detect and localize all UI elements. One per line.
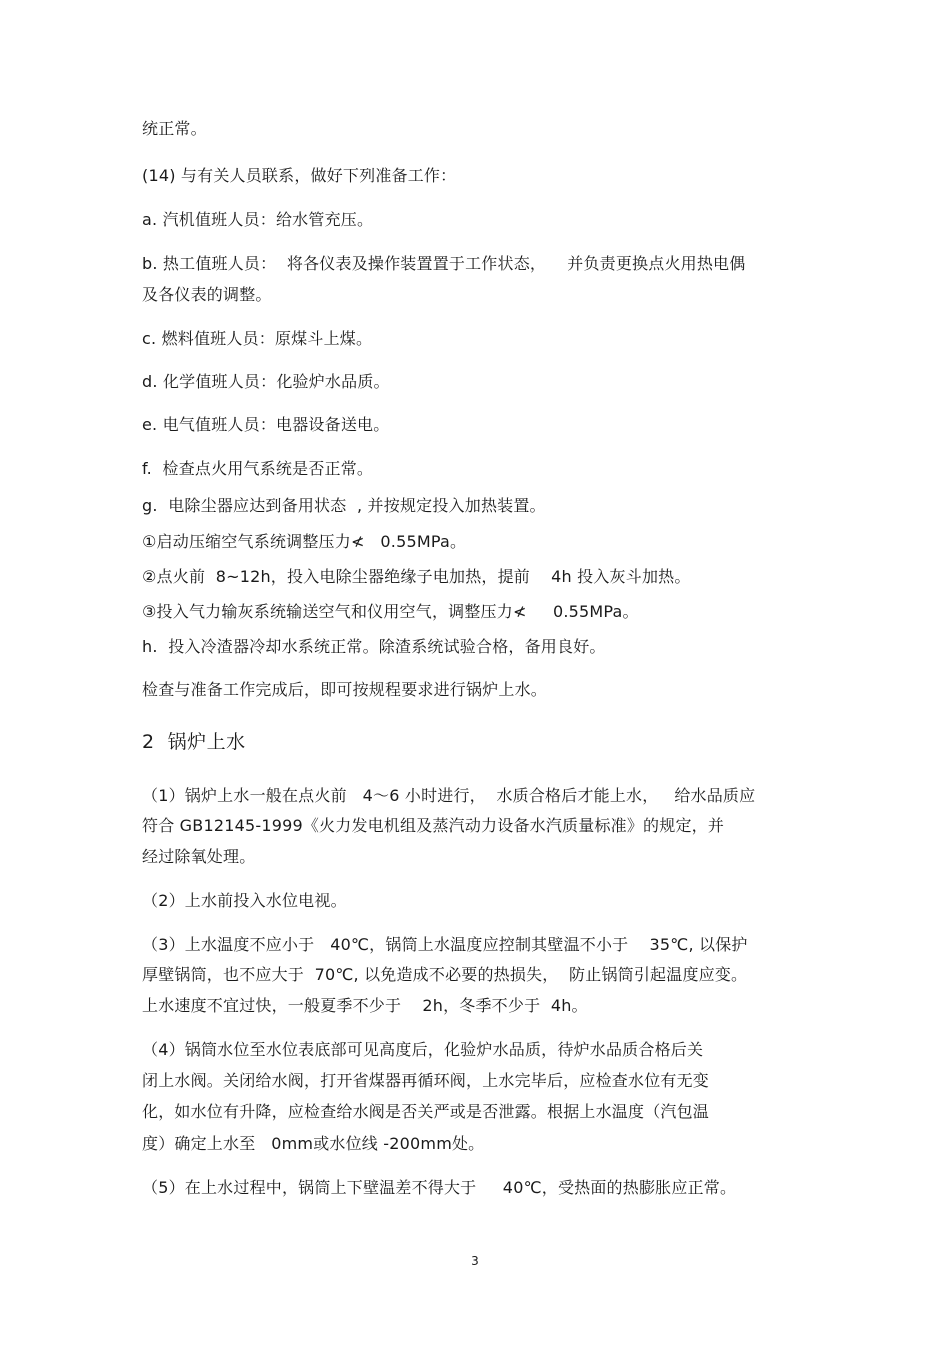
text-line: 及各仪表的调整。 bbox=[142, 285, 272, 304]
text-line: b. 热工值班人员： 将各仪表及操作装置置于工作状态， 并负责更换点火用热电偶 bbox=[142, 254, 746, 273]
text-line: a. 汽机值班人员：给水管充压。 bbox=[142, 210, 374, 229]
text-line: h. 投入冷渣器冷却水系统正常。除渣系统试验合格，备用良好。 bbox=[142, 637, 606, 656]
text-line: 化，如水位有升降，应检查给水阀是否关严或是否泄露。根据上水温度（汽包温 bbox=[142, 1102, 710, 1121]
text-line: g. 电除尘器应达到备用状态 , 并按规定投入加热装置。 bbox=[142, 496, 546, 515]
text-line: 厚壁锅筒，也不应大于 70℃, 以免造成不必要的热损失， 防止锅筒引起温度应变。 bbox=[142, 965, 748, 984]
text-line: 上水速度不宜过快，一般夏季不少于 2h，冬季不少于 4h。 bbox=[142, 996, 588, 1015]
text-line: （5）在上水过程中，锅筒上下壁温差不得大于 40℃，受热面的热膨胀应正常。 bbox=[142, 1178, 737, 1197]
text-line: 闭上水阀。关闭给水阀，打开省煤器再循环阀，上水完毕后，应检查水位有无变 bbox=[142, 1071, 710, 1090]
text-line: （3）上水温度不应小于 40℃，锅筒上水温度应控制其壁温不小于 35℃, 以保护 bbox=[142, 935, 748, 954]
text-line: 度）确定上水至 0mm或水位线 -200mm处。 bbox=[142, 1134, 485, 1153]
text-line: c. 燃料值班人员：原煤斗上煤。 bbox=[142, 329, 373, 348]
text-line: ②点火前 8~12h，投入电除尘器绝缘子电加热，提前 4h 投入灰斗加热。 bbox=[142, 567, 691, 586]
section-heading: 2 锅炉上水 bbox=[142, 731, 246, 753]
text-line: （4）锅筒水位至水位表底部可见高度后，化验炉水品质，待炉水品质合格后关 bbox=[142, 1040, 704, 1059]
text-line: (14) 与有关人员联系，做好下列准备工作： bbox=[142, 166, 457, 185]
text-line: e. 电气值班人员：电器设备送电。 bbox=[142, 415, 390, 434]
text-line: （1）锅炉上水一般在点火前 4～6 小时进行， 水质合格后才能上水， 给水品质应 bbox=[142, 786, 756, 805]
text-line: 符合 GB12145-1999《火力发电机组及蒸汽动力设备水汽质量标准》的规定，并 bbox=[142, 816, 725, 835]
text-line: （2）上水前投入水位电视。 bbox=[142, 891, 347, 910]
text-line: 检查与准备工作完成后，即可按规程要求进行锅炉上水。 bbox=[142, 680, 548, 699]
text-line: 统正常。 bbox=[142, 119, 207, 138]
text-line: ③投入气力输灰系统输送空气和仪用空气，调整压力≮ 0.55MPa。 bbox=[142, 602, 639, 621]
text-line: f. 检查点火用气系统是否正常。 bbox=[142, 459, 374, 478]
text-line: ①启动压缩空气系统调整压力≮ 0.55MPa。 bbox=[142, 532, 467, 551]
page-number: 3 bbox=[471, 1254, 479, 1268]
text-line: d. 化学值班人员：化验炉水品质。 bbox=[142, 372, 390, 391]
text-line: 经过除氧处理。 bbox=[142, 847, 256, 866]
